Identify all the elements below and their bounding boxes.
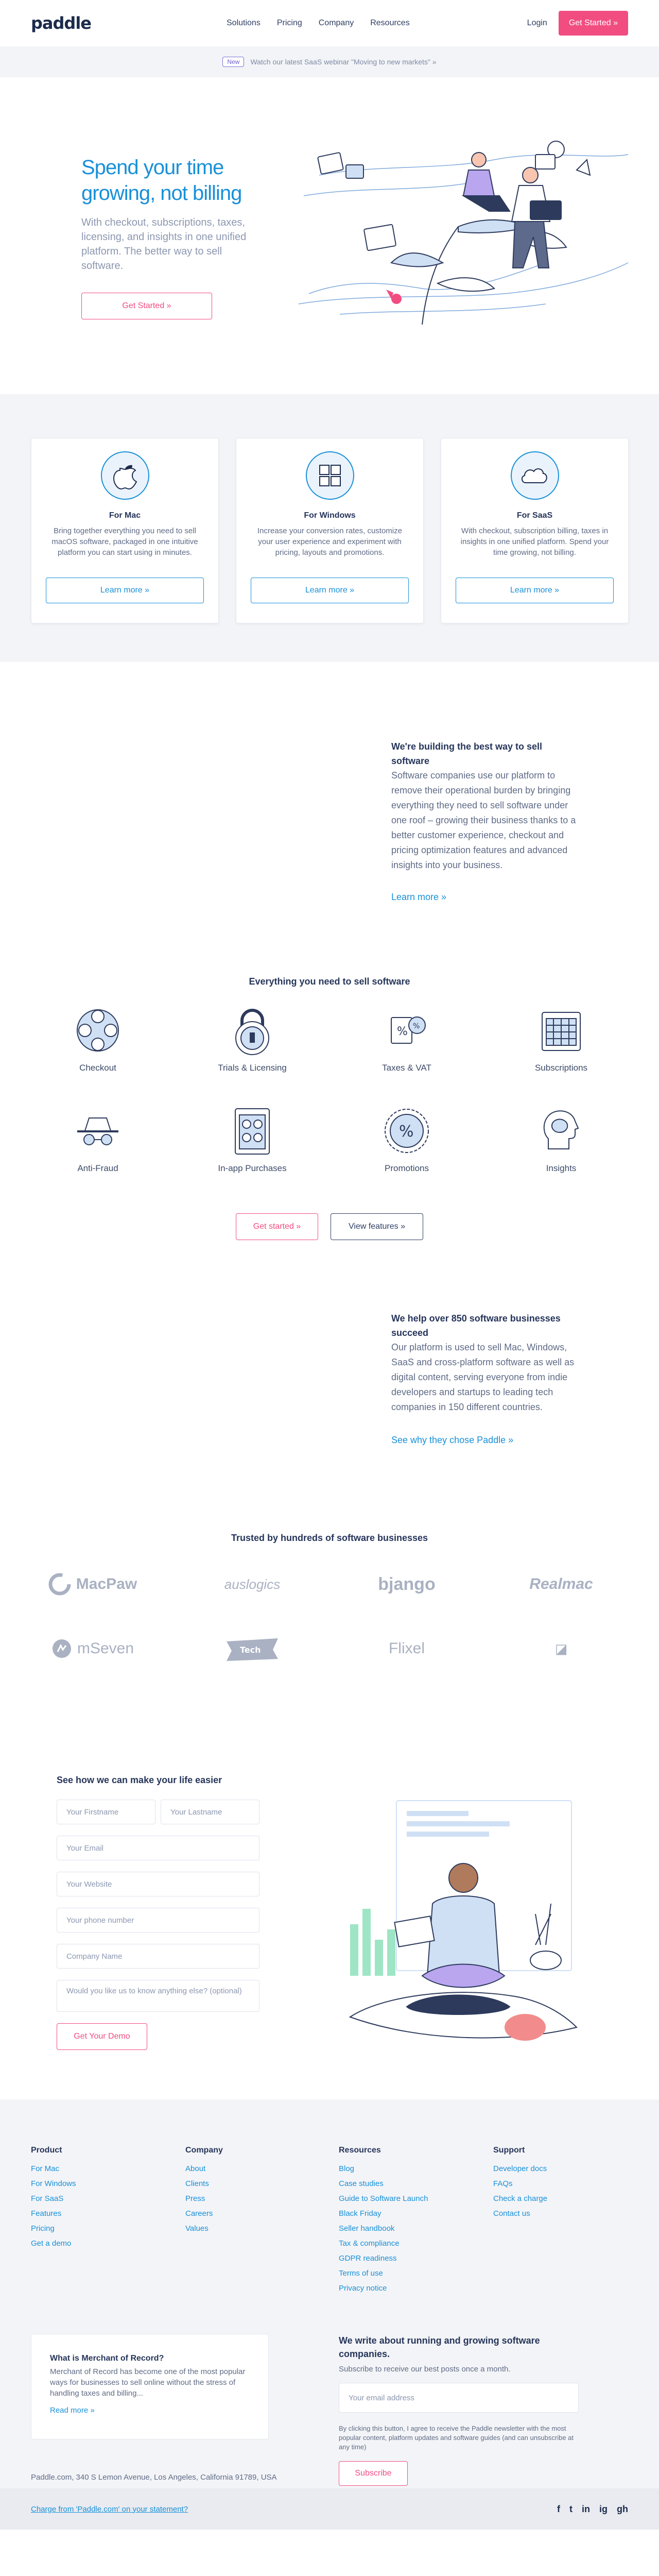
platform-description: Increase your conversion rates, customize your user experience and experiment with pricing, layouts and promotions. [257,527,402,557]
feature-trials-licensing [201,1002,304,1073]
footer-link[interactable]: Values [185,2224,209,2233]
features-section [0,976,659,1285]
platform-title: For Mac [109,511,141,520]
mor-title: What is Merchant of Record? [50,2354,164,2363]
charge-statement-link[interactable]: Charge from 'Paddle.com' on your statement? [31,2504,188,2514]
help-title: We help over 850 software businesses succeed [391,1313,561,1338]
platform-title: For Windows [304,511,356,520]
logo-auslogics: auslogics [224,1576,281,1592]
feature-label: Promotions [385,1163,429,1173]
footer-link[interactable]: Clients [185,2179,209,2188]
meditation-illustration [330,1790,587,2069]
company-input[interactable]: Company Name [57,1944,259,1969]
head-brain-icon [533,1103,589,1159]
calendar-icon [533,1002,589,1059]
site-header [0,0,659,46]
footer-link[interactable]: Developer docs [493,2164,547,2173]
feature-label: Subscriptions [534,1063,588,1073]
newsletter-email-input[interactable]: Your email address [339,2383,579,2413]
footer-link[interactable]: Contact us [493,2209,530,2218]
footer-link[interactable]: GDPR readiness [339,2254,397,2263]
help-section [0,1285,659,1533]
login-link[interactable]: Login [527,19,547,27]
footer-link[interactable]: Pricing [31,2224,55,2233]
platform-description: With checkout, subscription billing, taxes in insights in one unified platform. Spend your time growing, not billing. [460,527,609,557]
feature-label: Taxes & VAT [382,1063,431,1073]
building-section [0,662,659,976]
footer-link[interactable]: Get a demo [31,2239,72,2248]
see-why-link[interactable]: See why they chose Paddle » [391,1435,514,1445]
trusted-title: Trusted by hundreds of software businesses [231,1533,428,1543]
nav-solutions[interactable]: Solutions [227,19,261,27]
footer-column-product: Product For Mac For Windows For SaaS Features Pricing Get a demo [31,2146,76,2251]
footer-link[interactable]: For Windows [31,2179,76,2188]
logo-mseven: mSeven [31,1633,154,1664]
github-icon[interactable]: gh [617,2503,628,2514]
footer-column-resources: Resources Blog Case studies Guide to Software Launch Black Friday Seller handbook Tax & compliance GDPR readiness Terms of use Privacy notice [339,2146,428,2296]
feature-label: Insights [546,1163,577,1173]
svg-text:Tech: Tech [240,1645,261,1655]
trusted-section [0,1533,659,1739]
features-get-started-button[interactable]: Get started » [236,1213,318,1240]
twitter-icon[interactable]: t [569,2503,573,2514]
logo-flixel: Flixel [388,1640,425,1657]
feature-label: Checkout [79,1063,116,1073]
footer-link[interactable]: Check a charge [493,2194,548,2203]
phone-input[interactable]: Your phone number [57,1908,259,1933]
hero-title: Spend your time growing, not billing [81,156,242,205]
demo-title: See how we can make your life easier [57,1775,222,1785]
newsletter-title: We write about running and growing software companies. [339,2335,540,2359]
footer-link[interactable]: Case studies [339,2179,384,2188]
footer-link[interactable]: Privacy notice [339,2284,387,2293]
footer-column-company: Company About Clients Press Careers Values [185,2146,223,2236]
get-demo-button[interactable]: Get Your Demo [57,2023,147,2050]
mseven-mark-icon [51,1638,72,1659]
features-title: Everything you need to sell software [249,976,410,987]
feature-checkout [46,1002,149,1073]
hero-illustration [288,108,638,350]
footer-link[interactable]: Black Friday [339,2209,381,2218]
svg-text:%: % [413,1022,420,1030]
padlock-icon [224,1002,281,1059]
get-started-button[interactable]: Get Started » [559,11,628,36]
announcement-banner [0,46,659,77]
learn-more-windows-button[interactable]: Learn more » [251,578,409,603]
social-links [557,2488,628,2530]
footer-link[interactable]: Features [31,2209,62,2218]
footer-link[interactable]: Blog [339,2164,355,2173]
email-input[interactable]: Your Email [57,1836,259,1860]
subscribe-button[interactable]: Subscribe [339,2461,408,2486]
feature-anti-fraud [46,1103,149,1174]
building-learn-more-link[interactable]: Learn more » [391,892,447,902]
mor-read-more-link[interactable]: Read more » [50,2406,95,2415]
new-badge: New [222,57,244,67]
footer-link[interactable]: For Mac [31,2164,60,2173]
app-window-icon [224,1103,281,1159]
platform-title: For SaaS [516,511,553,520]
percent-icon [378,1002,435,1059]
webinar-link[interactable]: Watch our latest SaaS webinar "Moving to new markets" » [250,58,437,66]
logo-realmac: Realmac [529,1575,593,1592]
footer-link[interactable]: Press [185,2194,205,2203]
demo-section [0,1739,659,2099]
features-actions [0,1213,659,1240]
footer-link[interactable]: For SaaS [31,2194,64,2203]
view-features-button[interactable]: View features » [331,1213,423,1240]
feature-label: In-app Purchases [218,1163,287,1173]
company-address: Paddle.com, 340 S Lemon Avenue, Los Angeles, California 91789, USA [31,2473,277,2482]
feature-label: Anti-Fraud [77,1163,118,1173]
site-footer [0,2099,659,2530]
svg-text:%: % [399,1123,414,1141]
footer-link[interactable]: Seller handbook [339,2224,395,2233]
help-text: Our platform is used to sell Mac, Windows, SaaS and cross-platform software as well as digital content, serving everyone from indie developers and startups to leading tech companies in 150 different countries. [391,1342,575,1412]
nav-resources[interactable]: Resources [370,19,410,27]
paddle-logo[interactable]: paddle [31,13,91,33]
newsletter-block [339,2334,586,2486]
checkout-icon [70,1002,126,1059]
newsletter-subtitle: Subscribe to receive our best posts once a month. [339,2365,511,2374]
cloud-icon [510,451,560,500]
learn-more-mac-button[interactable]: Learn more » [46,578,204,603]
platforms-section [0,394,659,662]
platform-card-windows [236,438,424,623]
hero-subtitle: With checkout, subscriptions, taxes, licensing, and insights in one unified platform. The better way to sell software. [81,217,247,272]
feature-insights [510,1103,613,1174]
newsletter-consent-text: By clicking this button, I agree to receive the Paddle newsletter with the most popular content, platform updates and software guides (and can unsubscribe at any time) [339,2425,574,2451]
footer-link[interactable]: Guide to Software Launch [339,2194,428,2203]
footer-link[interactable]: Terms of use [339,2269,383,2278]
hero-section [0,77,659,394]
nav-company[interactable]: Company [318,19,354,27]
feature-promotions [355,1103,458,1174]
platform-description: Bring together everything you need to sell macOS software, packaged in one intuitive platform you can start using in minutes. [51,527,198,557]
footer-bottom-bar [0,2488,659,2530]
nav-pricing[interactable]: Pricing [276,19,302,27]
feature-in-app-purchases [201,1103,304,1174]
linkedin-icon[interactable]: in [582,2503,590,2514]
mor-text: Merchant of Record has become one of the most popular ways for businesses to sell online without the stress of handling taxes and billing... [50,2367,246,2398]
apple-icon [100,451,150,500]
website-input[interactable]: Your Website [57,1872,259,1896]
footer-link[interactable]: Tax & compliance [339,2239,400,2248]
macpaw-mark-icon [48,1573,71,1596]
footer-column-support: Support Developer docs FAQs Check a charge Contact us [493,2146,547,2221]
footer-link[interactable]: About [185,2164,206,2173]
feature-subscriptions [510,1002,613,1073]
platform-card-saas [441,438,629,623]
instagram-icon[interactable]: ig [599,2503,608,2514]
merchant-of-record-card [31,2334,269,2439]
logo-tech [190,1633,314,1664]
feature-label: Trials & Licensing [218,1063,287,1073]
svg-text:%: % [397,1025,408,1038]
windows-icon [305,451,355,500]
footer-link[interactable]: Careers [185,2209,213,2218]
learn-more-saas-button[interactable]: Learn more » [456,578,614,603]
building-text: Software companies use our platform to remove their operational burden by bringing everything they need to sell software under one roof – growing their business thanks to a better customer experience, checkout and pricing optimization features and advanced insights into your business. [391,770,576,870]
logo-generic: ◪ [554,1640,568,1656]
tech-ribbon-icon [221,1634,283,1663]
footer-link[interactable]: FAQs [493,2179,513,2188]
logo-macpaw: MacPaw [31,1569,154,1600]
building-title: We're building the best way to sell software [391,741,543,766]
spy-hat-icon [70,1103,126,1159]
promo-badge-icon [378,1103,435,1159]
message-textarea[interactable]: Would you like us to know anything else? (optional) [57,1980,259,2012]
facebook-icon[interactable]: f [557,2503,560,2514]
hero-get-started-button[interactable]: Get Started » [81,293,212,319]
header-actions [527,0,628,46]
main-nav [227,0,410,46]
lastname-input[interactable]: Your Lastname [161,1800,259,1824]
platform-card-mac [31,438,219,623]
logo-bjango: bjango [378,1574,436,1594]
firstname-input[interactable]: Your Firstname [57,1800,155,1824]
feature-taxes-vat [355,1002,458,1073]
